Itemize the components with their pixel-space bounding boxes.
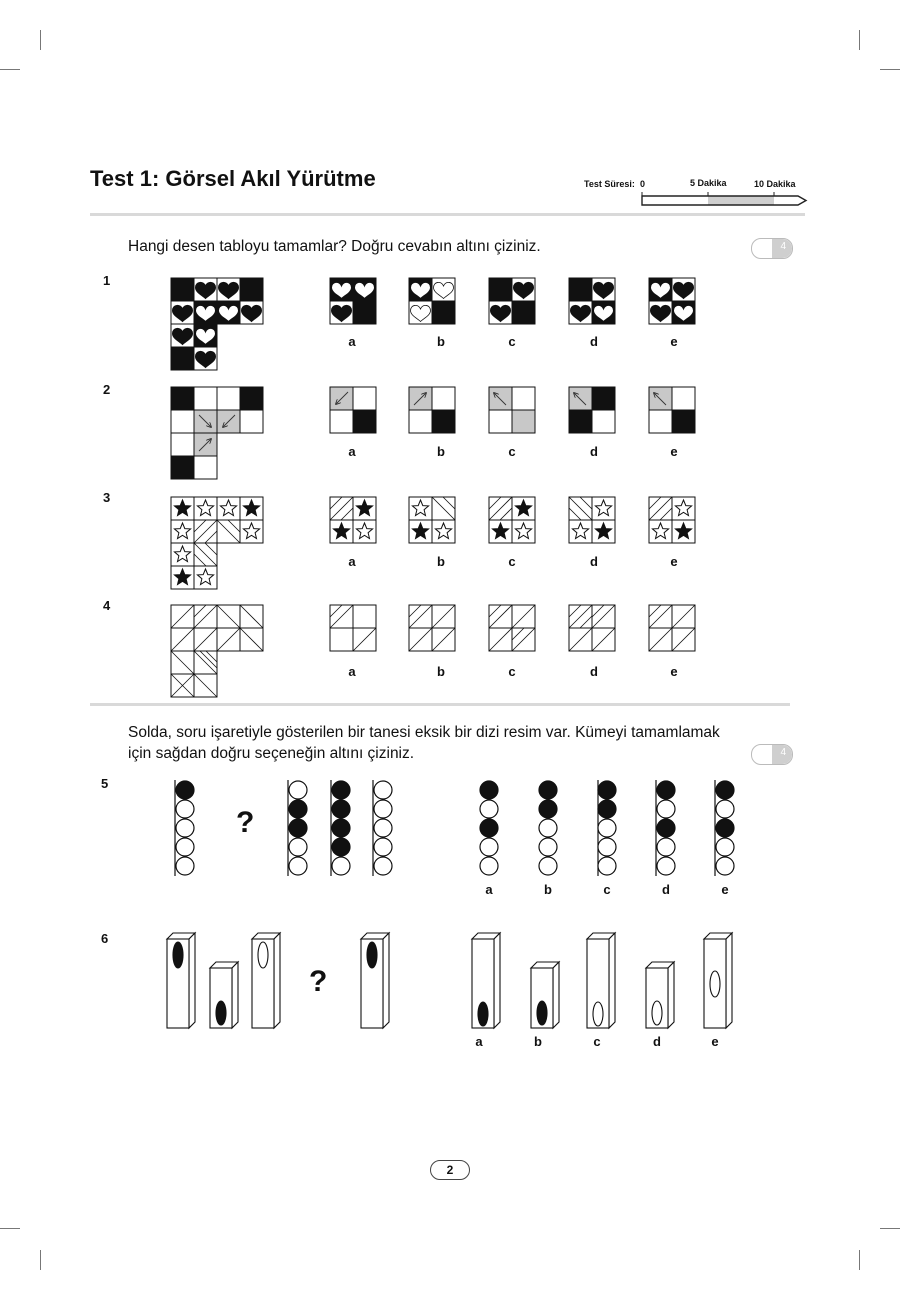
timer-bar (584, 176, 814, 210)
option-d[interactable]: d (590, 334, 598, 349)
question-number: 6 (101, 931, 109, 946)
q2-options (330, 387, 830, 437)
question-mark: ? (236, 806, 255, 839)
option-e[interactable]: e (670, 334, 678, 349)
option-e[interactable]: e (711, 1034, 719, 1049)
option-a[interactable]: a (348, 664, 356, 679)
question-number: 1 (103, 273, 111, 288)
q2-pattern-grid (171, 387, 267, 483)
crop-mark (40, 1250, 41, 1270)
section1-instruction: Hangi desen tabloyu tamamlar? Doğru cevabın altını çiziniz. (128, 238, 541, 255)
question-number: 3 (103, 490, 111, 505)
question-number: 4 (103, 598, 111, 613)
q4-options (330, 605, 830, 655)
option-c[interactable]: c (593, 1034, 601, 1049)
option-d[interactable]: d (590, 664, 598, 679)
option-a[interactable]: a (348, 334, 356, 349)
crop-mark (0, 69, 20, 70)
option-b[interactable]: b (534, 1034, 542, 1049)
option-b[interactable]: b (437, 334, 445, 349)
option-a[interactable]: a (348, 554, 356, 569)
option-a[interactable]: a (485, 882, 493, 897)
option-e[interactable]: e (670, 664, 678, 679)
q5-bead-columns (170, 778, 850, 878)
score-badge: 4 (751, 744, 793, 765)
crop-mark (0, 1228, 20, 1229)
q3-options (330, 497, 830, 547)
timer-track (584, 176, 814, 210)
section2-instruction: Solda, soru işaretiyle gösterilen bir tanesi eksik bir dizi resim var. Kümeyi tamamlamak için sağdan doğru seçeneğin altını çiziniz. (128, 724, 720, 762)
q3-pattern-grid (171, 497, 267, 593)
option-c[interactable]: c (508, 444, 516, 459)
option-a[interactable]: a (348, 444, 356, 459)
timer-end: 10 Dakika (754, 179, 796, 189)
page-number: 2 (430, 1160, 470, 1180)
option-e[interactable]: e (721, 882, 729, 897)
q1-pattern-grid (171, 278, 267, 374)
q4-pattern-grid (171, 605, 267, 701)
option-d[interactable]: d (662, 882, 670, 897)
q6-prism-figures (165, 930, 765, 1030)
crop-mark (880, 1228, 900, 1229)
score-badge: 4 (751, 238, 793, 259)
option-c[interactable]: c (508, 554, 516, 569)
question-number: 2 (103, 382, 111, 397)
option-c[interactable]: c (508, 664, 516, 679)
option-e[interactable]: e (670, 554, 678, 569)
option-c[interactable]: c (508, 334, 516, 349)
crop-mark (40, 30, 41, 50)
option-d[interactable]: d (590, 554, 598, 569)
timer-start: 0 (640, 179, 646, 189)
option-b[interactable]: b (437, 554, 445, 569)
option-c[interactable]: c (603, 882, 611, 897)
question-mark: ? (309, 965, 328, 998)
option-b[interactable]: b (437, 444, 445, 459)
q1-options (330, 278, 830, 328)
divider (90, 213, 805, 216)
crop-mark (880, 69, 900, 70)
timer-label: Test Süresi: (584, 179, 635, 189)
option-b[interactable]: b (544, 882, 552, 897)
page-title: Test 1: Görsel Akıl Yürütme (90, 166, 376, 191)
crop-mark (859, 1250, 860, 1270)
option-e[interactable]: e (670, 444, 678, 459)
option-a[interactable]: a (475, 1034, 483, 1049)
option-d[interactable]: d (653, 1034, 661, 1049)
option-d[interactable]: d (590, 444, 598, 459)
timer-mid: 5 Dakika (690, 178, 727, 188)
divider (90, 703, 790, 706)
option-b[interactable]: b (437, 664, 445, 679)
question-number: 5 (101, 776, 109, 791)
crop-mark (859, 30, 860, 50)
